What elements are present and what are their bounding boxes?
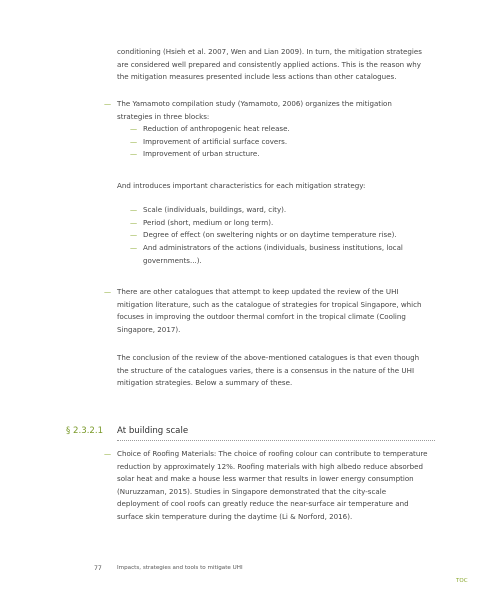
text-line: And administrators of the actions (individuals, business institutions, local [143, 243, 403, 252]
dash-bullet: — [130, 230, 138, 239]
roofing-paragraph [117, 448, 427, 524]
section-title: At building scale [117, 426, 189, 436]
text-line: The Yamamoto compilation study (Yamamoto, 2006) organizes the mitigation [117, 99, 392, 108]
text-line: deployment of cool roofs can greatly reduce the near-surface air temperature and [117, 499, 409, 509]
list-item [143, 242, 403, 267]
text-line: are considered well prepared and consistently applied actions. This is the reason why [117, 59, 421, 69]
text-line: Choice of Roofing Materials: The choice of roofing colour can contribute to temperature [117, 449, 428, 458]
text-line: the mitigation measures presented include less actions than other catalogues. [117, 72, 397, 82]
list-item: Degree of effect (on sweltering nights or on daytime temperature rise). [143, 230, 397, 239]
text-line: reduction by approximately 12%. Roofing materials with high albedo reduce absorbed [117, 461, 424, 471]
list-item: Period (short, medium or long term). [143, 218, 274, 227]
dash-bullet: — [104, 287, 112, 296]
intro-paragraph [117, 46, 422, 84]
dash-bullet: — [130, 243, 138, 252]
toc-link[interactable]: TOC [456, 578, 468, 584]
text-line: conditioning (Hsieh et al. 2007, Wen and Lian 2009). In turn, the mitigation strategies [117, 47, 422, 56]
text-line: The conclusion of the review of the above-mentioned catalogues is that even though [117, 353, 420, 362]
text-line: the structure of the catalogues varies, there is a consensus in the nature of the UHI [117, 365, 415, 375]
dash-bullet: — [130, 124, 138, 133]
list-item: Improvement of artificial surface covers. [143, 137, 288, 146]
yamamoto-paragraph [117, 98, 392, 123]
dash-bullet: — [104, 99, 112, 108]
list-item: Reduction of anthropogenic heat release. [143, 124, 290, 133]
section-divider [117, 440, 435, 441]
text-line: surface skin temperature during the daytime (Li & Norford, 2016). [117, 511, 353, 521]
list-item: Scale (individuals, buildings, ward, city). [143, 205, 287, 214]
text-line: Singapore, 2017). [117, 324, 181, 334]
text-line: governments...). [143, 255, 202, 265]
text-line: focuses in improving the outdoor thermal comfort in the tropical climate (Cooling [117, 312, 406, 322]
introduces-paragraph: And introduces important characteristics for each mitigation strategy: [117, 181, 366, 190]
text-line: strategies in three blocks: [117, 111, 210, 121]
list-item: Improvement of urban structure. [143, 149, 260, 158]
running-title: Impacts, strategies and tools to mitigate UHI [117, 565, 243, 571]
other-catalogues-paragraph [117, 286, 422, 336]
dash-bullet: — [130, 137, 138, 146]
conclusion-paragraph [117, 352, 419, 390]
page-number: 77 [94, 565, 102, 572]
text-line: solar heat and make a house less warmer that results in lower energy consumption [117, 474, 414, 484]
text-line: There are other catalogues that attempt to keep updated the review of the UHI [117, 287, 399, 296]
text-line: mitigation strategies. Below a summary of these. [117, 378, 293, 388]
section-number: § 2.3.2.1 [66, 426, 104, 436]
text-line: mitigation literature, such as the catalogue of strategies for tropical Singapore, which [117, 299, 422, 309]
text-line: (Nuruzzaman, 2015). Studies in Singapore demonstrated that the city-scale [117, 486, 387, 496]
dash-bullet: — [130, 218, 138, 227]
dash-bullet: — [130, 205, 138, 214]
dash-bullet: — [104, 449, 112, 458]
dash-bullet: — [130, 149, 138, 158]
